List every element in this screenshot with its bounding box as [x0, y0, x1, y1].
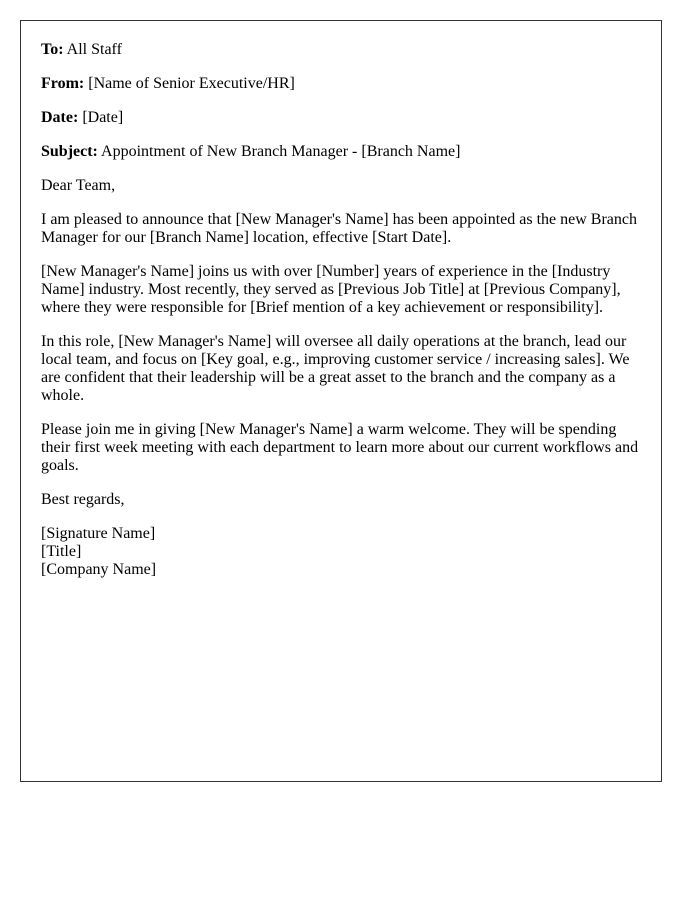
subject-line: Subject: Appointment of New Branch Manager - [Branch Name] [41, 143, 461, 160]
signature-block [41, 525, 641, 579]
paragraph: Please join me in giving [New Manager's Name] a warm welcome. They will be spending their first week meeting with each department to learn more about our current workflows and goals. [41, 421, 639, 474]
date-line: Date: [Date] [41, 109, 124, 126]
signature-title: [Title] [41, 543, 82, 560]
paragraph: I am pleased to announce that [New Manager's Name] has been appointed as the new Branch Manager for our [Branch Name] location, effective [Start Date]. [41, 211, 637, 246]
greeting: Dear Team, [41, 177, 116, 194]
paragraph: In this role, [New Manager's Name] will oversee all daily operations at the branch, lead our local team, and focus on [Key goal, e.g., improving customer service / increasing sales]. We are confident that their leadership will be a great asset to the branch and the company as a whole. [41, 333, 630, 404]
memo-page [20, 20, 662, 782]
to-line: To: All Staff [41, 41, 122, 58]
from-line: From: [Name of Senior Executive/HR] [41, 75, 295, 92]
closing: Best regards, [41, 491, 125, 508]
paragraph: [New Manager's Name] joins us with over [Number] years of experience in the [Industry Name] industry. Most recently, they served as [Previous Job Title] at [Previous Company], where they were responsible for [Brief mention of a key achievement or responsibility]. [41, 263, 621, 316]
signature-name: [Signature Name] [41, 525, 156, 542]
signature-company: [Company Name] [41, 561, 157, 578]
